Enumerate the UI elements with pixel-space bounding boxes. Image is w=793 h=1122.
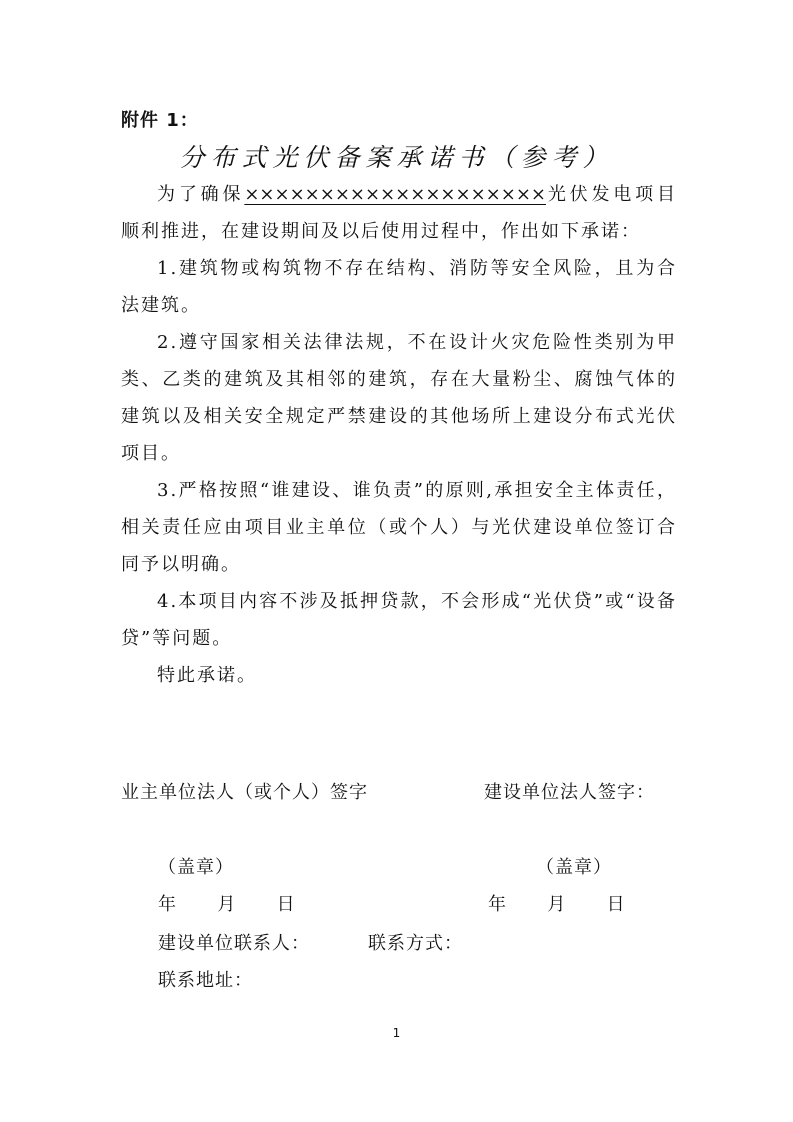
commitment-item-3: 3.严格按照“谁建设、谁负责”的原则,承担安全主体责任，相关责任应由项目业主单位（或个人）与光伏建设单位签订合同予以明确。 [121,480,677,575]
commitment-item-4: 4.本项目内容不涉及抵押贷款，不会形成“光伏贷”或“设备贷”等问题。 [121,591,677,649]
builder-seal-label: （盖章） [536,857,612,878]
contact-method-label: 联系方式： [368,933,463,954]
document-title: 分布式光伏备案承诺书（参考） [179,143,614,172]
builder-signature-label: 建设单位法人签字： [484,782,655,803]
intro-rest: 光伏发电项目顺利推进，在建设期间及以后使用过程中，作出如下承诺： [121,184,677,242]
owner-signature-label: 业主单位法人（或个人）签字 [121,782,368,803]
commitment-item-2: 2.遵守国家相关法律法规，不在设计火灾危险性类别为甲类、乙类的建筑及其相邻的建筑，存在大量粉尘、腐蚀气体的建筑以及相关安全规定严禁建设的其他场所上建设分布式光伏项目。 [121,332,677,464]
contact-address-label: 联系地址： [158,970,253,991]
attachment-label: 附件 1： [121,110,199,131]
builder-date-line: 年 月 日 [488,894,626,915]
owner-date-line: 年 月 日 [158,894,296,915]
page-number: 1 [392,1026,401,1040]
project-name-placeholder: ×××××××××××××××××××× [244,184,546,205]
intro-prefix: 为了确保 [157,184,245,205]
contact-person-label: 建设单位联系人： [158,933,310,954]
document-body [121,176,677,694]
intro-paragraph [121,176,677,250]
closing-statement: 特此承诺。 [157,665,257,686]
commitment-item-1: 1.建筑物或构筑物不存在结构、消防等安全风险，且为合法建筑。 [121,258,677,316]
owner-seal-label: （盖章） [158,857,234,878]
